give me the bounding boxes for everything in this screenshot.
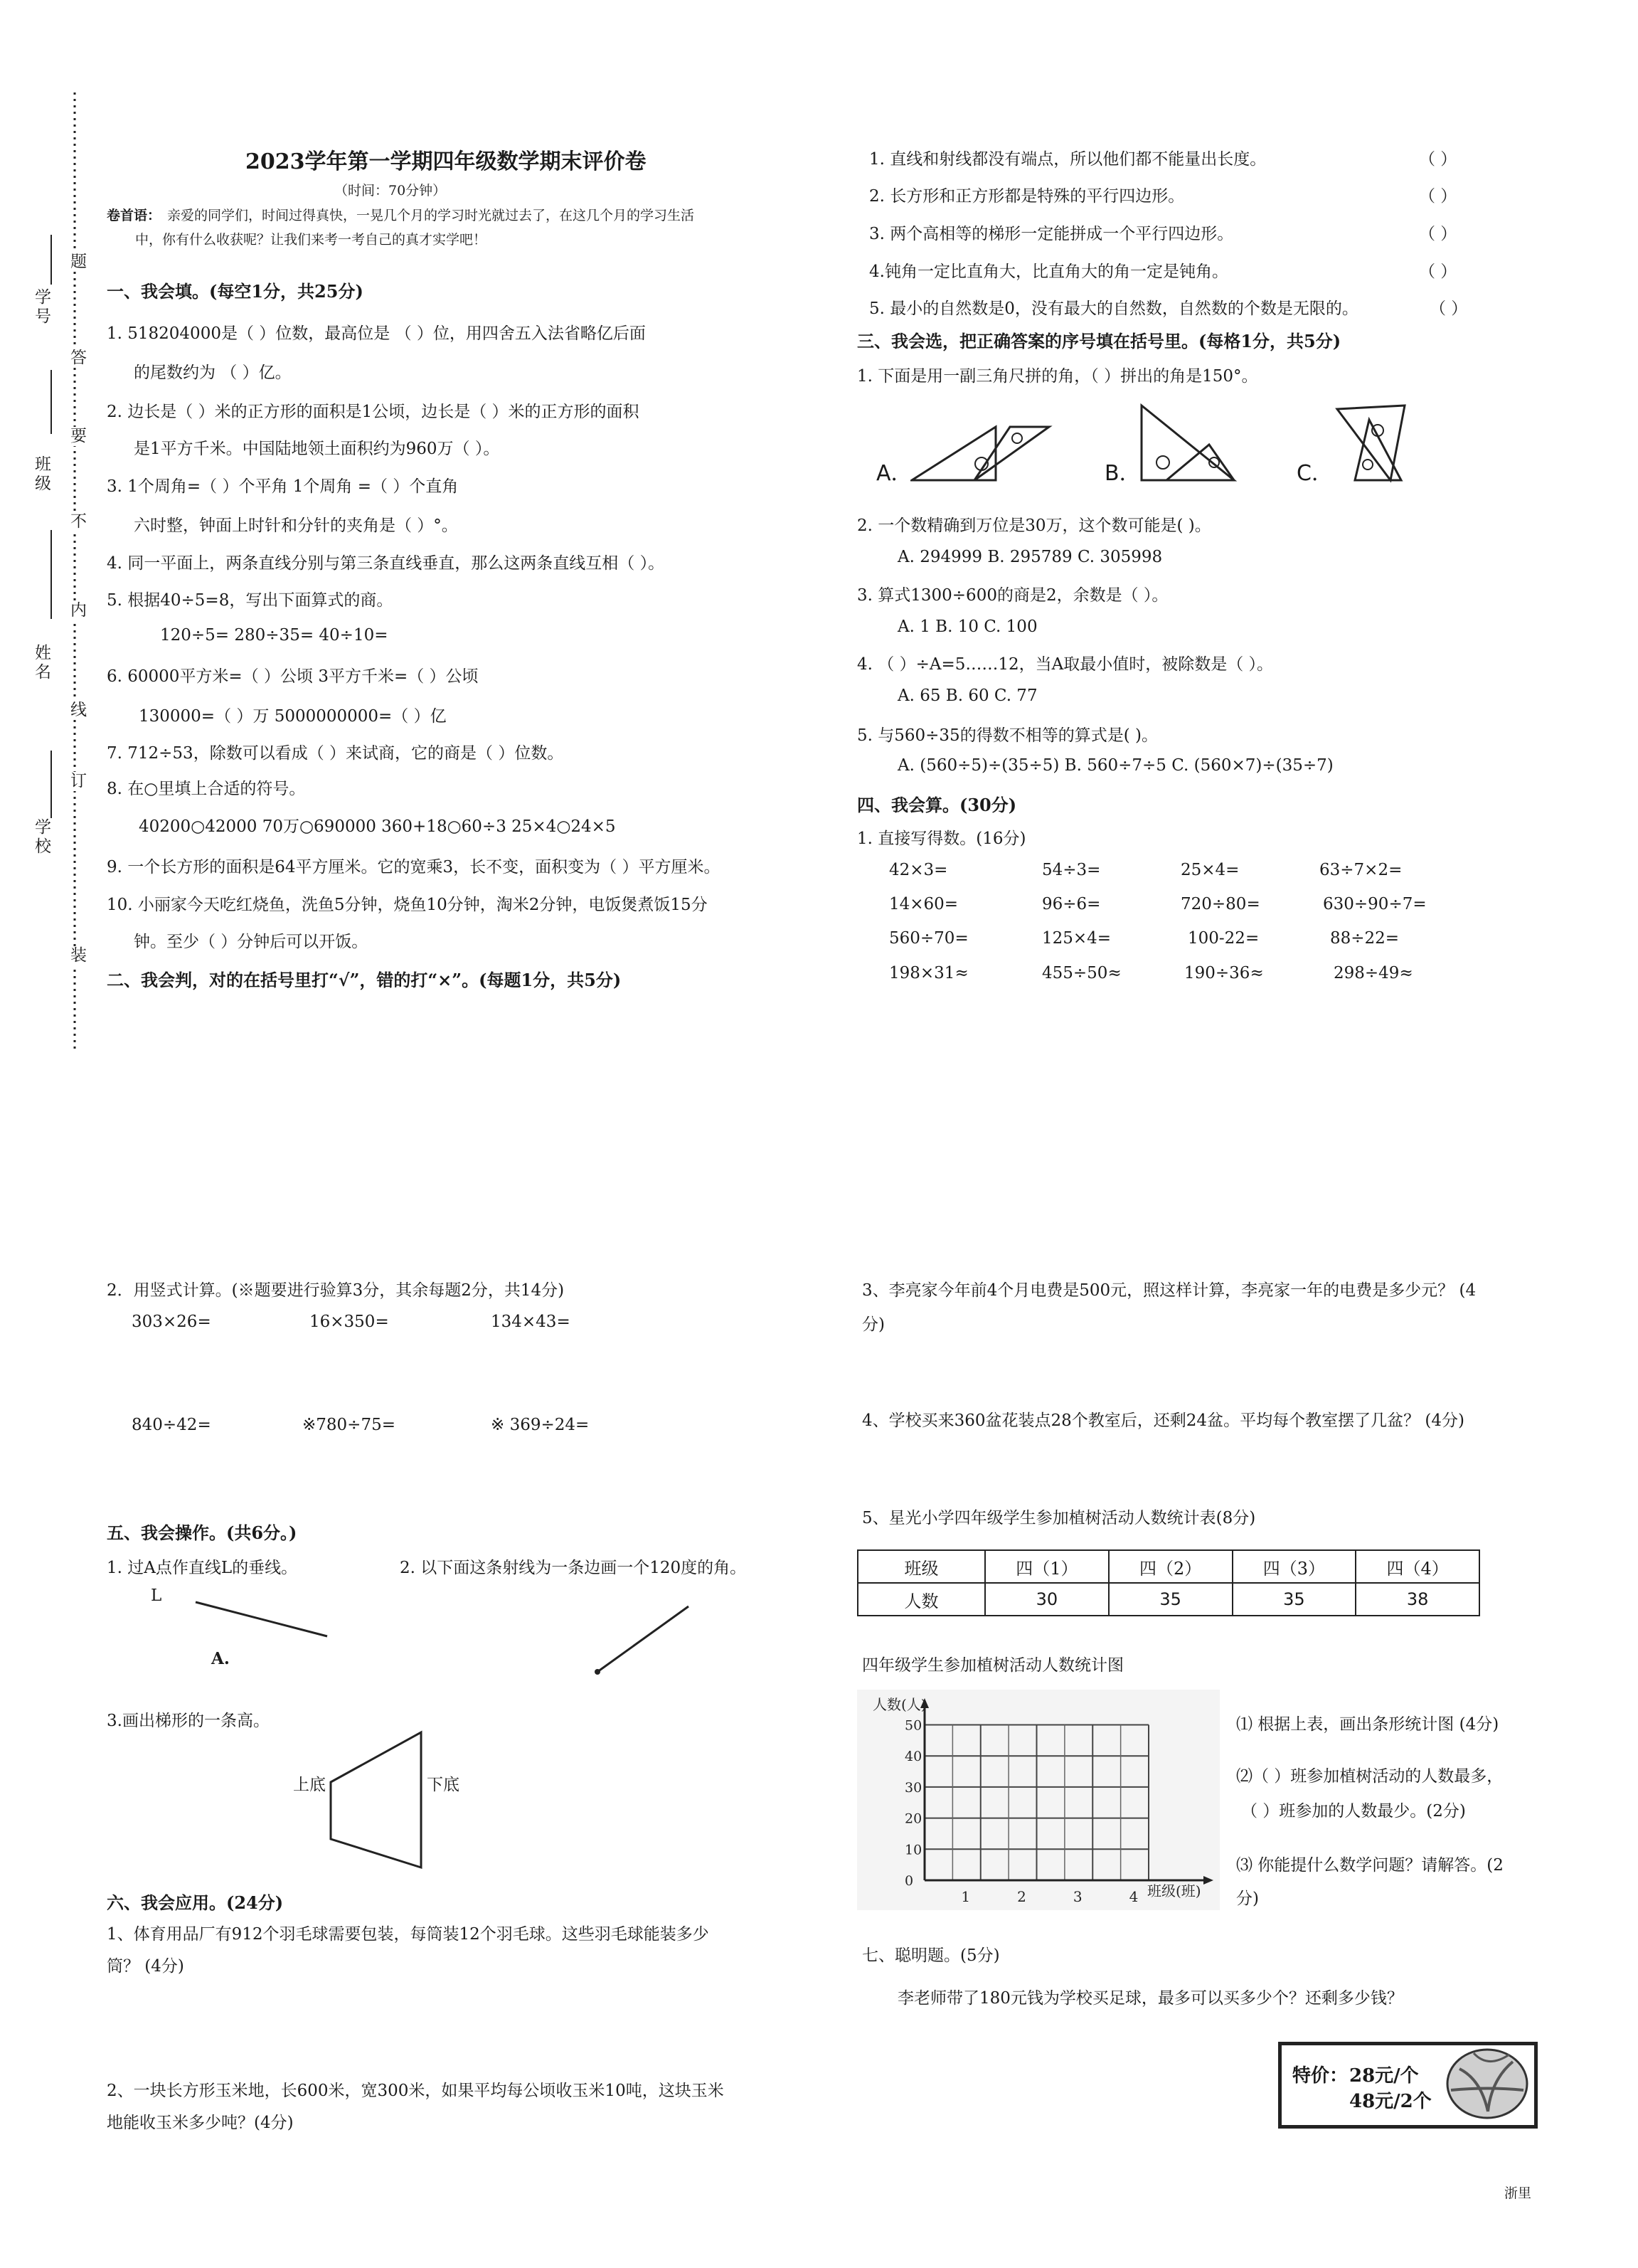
s3-line: 2. 一个数精确到万位是30万，这个数可能是( )。	[857, 516, 1211, 535]
option-label: A．	[876, 461, 913, 486]
math-item: 63÷7×2=	[1319, 861, 1403, 879]
s1-line: 1. 518204000是（ ）位数，最高位是 （ ）位，用四舍五入法省略亿后面	[107, 324, 646, 343]
table-row-label: 人数	[858, 1583, 985, 1616]
bar-chart-grid[interactable]	[857, 1690, 1220, 1910]
chart-xtick-label: 1	[961, 1888, 971, 1905]
judge-item: 3. 两个高相等的梯形一定能拼成一个平行四边形。	[869, 225, 1234, 243]
table-header: 四（2）	[1109, 1550, 1233, 1583]
s6-q4: 4、学校买来360盆花装点28个教室后，还剩24盆。平均每个教室摆了几盆？ (4分)	[862, 1411, 1464, 1430]
s6-sub-q3: 分)	[1236, 1890, 1259, 1908]
section-2-heading: 二、我会判，对的在括号里打“√”，错的打“×”。(每题1分，共5分)	[107, 970, 622, 990]
drawing-area-lines[interactable]	[192, 1594, 619, 1686]
vertical-calc: ※780÷75=	[302, 1416, 395, 1434]
s1-line: 是1平方千米。中国陆地领土面积约为960万（ ）。	[134, 440, 500, 458]
footer-mark: 浙里	[1504, 2185, 1532, 2201]
page-title: 2023学年第一学期四年级数学期末评价卷	[245, 149, 647, 174]
s3-line: 5. 与560÷35的得数不相等的算式是( )。	[857, 726, 1158, 745]
s6-q3: 分)	[862, 1315, 885, 1334]
price-label: 特价：	[1292, 2065, 1349, 2087]
answer-bracket[interactable]: （ ）	[1430, 300, 1468, 318]
s3-line: A. 65 B. 60 C. 77	[898, 687, 1038, 705]
math-item: 54÷3=	[1042, 861, 1101, 879]
s6-q2: 地能收玉米多少吨？(4分)	[107, 2114, 294, 2132]
s3-line: A. 1 B. 10 C. 100	[898, 618, 1038, 636]
judge-item: 5. 最小的自然数是0，没有最大的自然数，自然数的个数是无限的。	[869, 300, 1358, 318]
seal-char: 线	[65, 701, 89, 720]
math-item: 96÷6=	[1042, 895, 1101, 913]
math-item: 630÷90÷7=	[1323, 895, 1427, 913]
math-item: 198×31≈	[889, 964, 969, 982]
s3-line: A. (560÷5)÷(35÷5) B. 560÷7÷5 C. (560×7)÷(35÷7)	[898, 756, 1334, 775]
s5-q1: 1. 过A点作直线L的垂线。	[107, 1559, 298, 1577]
s6-q1: 1、体育用品厂有912个羽毛球需要包装，每筒装12个羽毛球。这些羽毛球能装多少	[107, 1925, 709, 1944]
s1-line: 7. 712÷53，除数可以看成（ ）来试商，它的商是（ ）位数。	[107, 744, 564, 763]
judge-item: 4.钝角一定比直角大，比直角大的角一定是钝角。	[869, 263, 1228, 281]
price-pair: 48元/2个	[1349, 2091, 1432, 2112]
s1-line: 120÷5= 280÷35= 40÷10=	[160, 626, 388, 645]
chart-ytick-label: 0	[905, 1873, 914, 1889]
math-item: 14×60=	[889, 895, 959, 913]
chart-ytick-label: 20	[905, 1811, 922, 1827]
price-single: 28元/个	[1349, 2065, 1419, 2087]
s1-line: 6. 60000平方米=（ ）公顷 3平方千米=（ ）公顷	[107, 667, 479, 686]
seal-char: 题	[65, 253, 89, 272]
chart-ytick-label: 50	[905, 1717, 922, 1734]
s1-line: 4. 同一平面上，两条直线分别与第三条直线垂直，那么这两条直线互相（ ）。	[107, 554, 665, 573]
s3-line: 4. （ ）÷A=5……12，当A取最小值时，被除数是（ ）。	[857, 655, 1274, 674]
math-item: 298÷49≈	[1334, 964, 1413, 982]
chart-xlabel: 班级(班)	[1147, 1882, 1201, 1899]
chart-ylabel: 人数(人)	[873, 1696, 927, 1713]
option-label: C．	[1297, 461, 1333, 486]
option-label: B．	[1105, 461, 1141, 486]
seal-char: 装	[65, 946, 89, 965]
preface-line: 中，你有什么收获呢？让我们来考一考自己的真才实学吧！	[135, 232, 487, 248]
s6-q3: 3、李亮家今年前4个月电费是500元，照这样计算，李亮家一年的电费是多少元？ (4	[862, 1281, 1477, 1300]
s6-q2: 2、一块长方形玉米地，长600米，宽300米，如果平均每公顷收玉米10吨，这块玉米	[107, 2082, 724, 2100]
trapezoid-figure[interactable]	[327, 1729, 434, 1871]
vertical-calc: 840÷42=	[132, 1416, 211, 1434]
math-item: 455÷50≈	[1042, 964, 1122, 982]
seal-char: 内	[65, 601, 89, 620]
ray-endpoint	[595, 1669, 600, 1675]
chart-xtick-label: 4	[1129, 1888, 1139, 1905]
ray-line	[597, 1606, 688, 1672]
field-name: 姓名	[32, 644, 50, 682]
s3-line: 3. 算式1300÷600的商是2，余数是（ ）。	[857, 586, 1169, 605]
chart-xtick-label: 2	[1017, 1888, 1026, 1905]
answer-bracket[interactable]: （ ）	[1419, 150, 1457, 169]
line-l	[196, 1602, 327, 1636]
ray-figure[interactable]	[583, 1601, 697, 1679]
answer-bracket[interactable]: （ ）	[1419, 225, 1457, 243]
s6-sub-q2: （ ）班参加的人数最少。(2分)	[1241, 1802, 1466, 1821]
answer-bracket[interactable]: （ ）	[1419, 187, 1457, 206]
judge-item: 1. 直线和射线都没有端点，所以他们都不能量出长度。	[869, 150, 1267, 169]
seal-char: 要	[65, 427, 89, 446]
s1-line: 9. 一个长方形的面积是64平方厘米。它的宽乘3，长不变，面积变为（ ）平方厘米。	[107, 858, 720, 876]
s7-question: 李老师带了180元钱为学校买足球，最多可以买多少个？还剩多少钱？	[898, 1989, 1403, 2008]
chart-ytick-label: 40	[905, 1749, 922, 1765]
set-square-figure-c	[1334, 402, 1412, 484]
table-header: 四（3）	[1233, 1550, 1356, 1583]
preface-line: 亲爱的同学们，时间过得真快，一晃几个月的学习时光就过去了，在这几个月的学习生活	[167, 208, 695, 223]
s6-q5: 5、星光小学四年级学生参加植树活动人数统计表(8分)	[862, 1509, 1256, 1527]
seal-char: 订	[65, 772, 89, 791]
section-7-heading: 七、聪明题。(5分)	[862, 1946, 1000, 1965]
price-tag	[1278, 2042, 1538, 2129]
answer-bracket[interactable]: （ ）	[1419, 263, 1457, 281]
trapezoid-top-label: 上底	[293, 1776, 326, 1794]
math-item: 190÷36≈	[1184, 964, 1264, 982]
s5-q3: 3.画出梯形的一条高。	[107, 1712, 270, 1730]
math-item: 42×3=	[889, 861, 948, 879]
table-header: 四（1）	[985, 1550, 1109, 1583]
chart-caption: 四年级学生参加植树活动人数统计图	[862, 1656, 1124, 1675]
seal-char: 不	[65, 512, 89, 531]
math-item: 125×4=	[1042, 929, 1112, 948]
s3-line: 1. 下面是用一副三角尺拼的角，（ ）拼出的角是150°。	[857, 367, 1258, 386]
point-label-a: A.	[211, 1649, 230, 1668]
s6-sub-q2: ⑵（ ）班参加植树活动的人数最多，	[1236, 1767, 1504, 1786]
s3-line: A. 294999 B. 295789 C. 305998	[898, 548, 1163, 566]
chart-xtick-label: 3	[1073, 1888, 1083, 1905]
s1-line: 3. 1个周角=（ ）个平角 1个周角 =（ ）个直角	[107, 477, 459, 496]
s1-line: 40200○42000 70万○690000 360+18○60÷3 25×4○24×5	[139, 817, 616, 836]
s1-line: 5. 根据40÷5=8，写出下面算式的商。	[107, 591, 393, 610]
s6-sub-q3: ⑶ 你能提什么数学问题？请解答。(2	[1236, 1856, 1504, 1875]
tree-planting-table	[857, 1549, 1480, 1616]
vertical-calc: ※ 369÷24=	[491, 1416, 590, 1434]
section-5-heading: 五、我会操作。(共6分。)	[107, 1522, 297, 1543]
table-header: 四（4）	[1356, 1550, 1479, 1583]
chart-ytick-label: 30	[905, 1779, 922, 1796]
section-1-heading: 一、我会填。(每空1分，共25分)	[107, 281, 363, 302]
set-square-figure-b	[1134, 402, 1241, 487]
chart-ytick-label: 10	[905, 1842, 922, 1858]
math-item: 560÷70=	[889, 929, 969, 948]
s6-q1: 筒？ (4分)	[107, 1957, 184, 1976]
trapezoid-bottom-label: 下底	[427, 1776, 459, 1794]
table-row	[858, 1550, 1479, 1583]
field-school: 学校	[32, 818, 50, 857]
table-header: 班级	[858, 1550, 985, 1583]
section-6-heading: 六、我会应用。(24分)	[107, 1892, 284, 1913]
vertical-calc: 303×26=	[132, 1313, 211, 1331]
math-item: 100-22=	[1188, 929, 1260, 948]
judge-item: 2. 长方形和正方形都是特殊的平行四边形。	[869, 187, 1185, 206]
s4-sub2: 2．用竖式计算。(※题要进行验算3分，其余每题2分，共14分)	[107, 1281, 565, 1300]
s1-line: 8. 在○里填上合适的符号。	[107, 780, 306, 798]
table-row	[858, 1583, 1479, 1616]
table-cell: 38	[1356, 1583, 1479, 1616]
s6-sub-q1: ⑴ 根据上表，画出条形统计图 (4分)	[1236, 1715, 1499, 1734]
s1-line: 2. 边长是（ ）米的正方形的面积是1公顷，边长是（ ）米的正方形的面积	[107, 403, 639, 421]
table-cell: 30	[985, 1583, 1109, 1616]
seal-char: 答	[65, 349, 89, 368]
table-cell: 35	[1109, 1583, 1233, 1616]
section-4-heading: 四、我会算。(30分)	[857, 795, 1017, 815]
line-label-l: L	[151, 1586, 162, 1605]
exam-time: （时间：70分钟）	[334, 183, 447, 198]
math-item: 25×4=	[1181, 861, 1240, 879]
field-student-id: 学号	[32, 288, 50, 327]
s1-line: 六时整，钟面上时针和分针的夹角是（ ）°。	[134, 516, 458, 535]
s5-q2: 2. 以下面这条射线为一条边画一个120度的角。	[400, 1559, 747, 1577]
s1-line: 钟。至少（ ）分钟后可以开饭。	[134, 933, 368, 951]
vertical-calc: 16×350=	[309, 1313, 389, 1331]
s1-line: 10. 小丽家今天吃红烧鱼，洗鱼5分钟，烧鱼10分钟，淘米2分钟，电饭煲煮饭15分	[107, 896, 708, 914]
field-class: 班级	[32, 455, 50, 494]
math-item: 88÷22=	[1330, 929, 1400, 948]
table-cell: 35	[1233, 1583, 1356, 1616]
section-3-heading: 三、我会选，把正确答案的序号填在括号里。(每格1分，共5分)	[857, 331, 1341, 351]
s1-line: 的尾数约为 （ ）亿。	[134, 364, 292, 382]
math-item: 720÷80=	[1181, 895, 1260, 913]
s4-sub1: 1. 直接写得数。(16分)	[857, 830, 1026, 848]
football-icon	[1445, 2047, 1529, 2120]
vertical-calc: 134×43=	[491, 1313, 570, 1331]
s1-line: 130000=（ ）万 5000000000=（ ）亿	[139, 707, 447, 726]
set-square-figure-a	[910, 420, 1053, 484]
preface-label: 卷首语：	[107, 208, 161, 223]
